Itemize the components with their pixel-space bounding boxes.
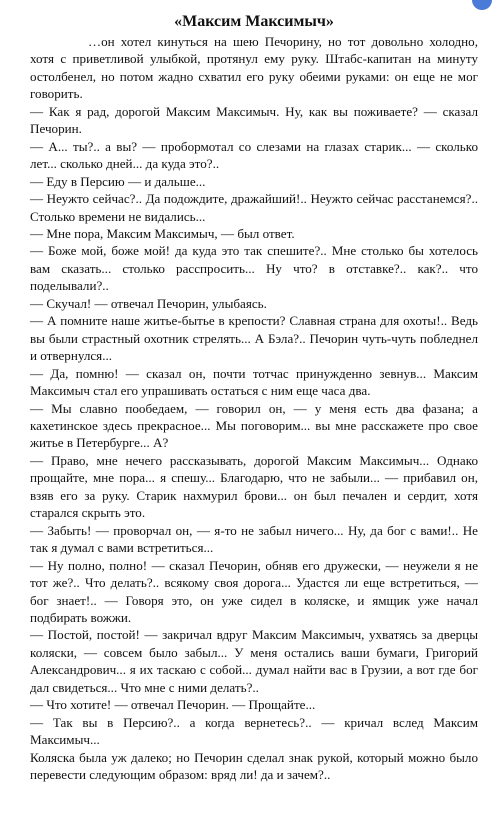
paragraph: — Еду в Персию — и дальше...: [30, 173, 206, 189]
paragraph: — Мне пора, Максим Максимыч, — был ответ.: [30, 225, 295, 241]
paragraph: — Ну полно, полно! — сказал Печорин, обняв его дружески, — неужели я не тот же?.. Что делать?.. всякому своя дорога... Удастся ли еще встретиться, — бог знает!.. — Говоря это, он уже сидел в коляске, и ямщик уже начал подбирать вожжи.: [30, 557, 478, 625]
paragraph: — Да, помню! — сказал он, почти тотчас принужденно зевнув... Максим Максимыч стал его упрашивать остаться с ним еще часа два.: [30, 365, 478, 399]
paragraph: — Что хотите! — отвечал Печорин. — Прощайте...: [30, 697, 316, 713]
paragraph: — Как я рад, дорогой Максим Максимыч. Ну, как вы поживаете? — сказал Печорин.: [30, 103, 478, 137]
paragraph: — Право, мне нечего рассказывать, дорогой Максим Максимыч... Однако прощайте, мне пора... я спешу... Благодарю, что не забыли... — прибавил он, взяв его за руку. Старик нахмурил брови... он был печален и сердит, хотя старался скрыть это.: [30, 452, 478, 521]
paragraph: — Скучал! — отвечал Печорин, улыбаясь.: [30, 295, 267, 311]
paragraph: — Постой, постой! — закричал вдруг Максим Максимыч, ухватясь за дверцы коляски, — совсем было забыл... У меня остались ваши бумаги, Григорий Александрович... я их таскаю с собой... думал найти вас в Грузии, а вот где бог дал свидеться... Что мне с ними делать?..: [30, 627, 478, 695]
paragraph: — Неужто сейчас?.. Да подождите, дражайший!.. Неужто сейчас расстанемся?.. Столько времени не видались...: [30, 191, 478, 224]
paragraph: — Боже мой, боже мой! да куда это так спешите?.. Мне столько бы хотелось вам сказать... столько расспросить... Ну что? в отставке?.. как?.. что поделывали?..: [30, 243, 478, 294]
corner-mark-icon: [472, 0, 492, 10]
paragraph: — Мы славно пообедаем, — говорил он, — у меня есть два фазана; а кахетинское здесь прекрасное... Мы поговорим... вы мне расскажете про свое житье в Петербурге... А?: [30, 400, 478, 451]
paragraph: — Так вы в Персию?.. а когда вернетесь?.. — кричал вслед Максим Максимыч...: [30, 714, 478, 748]
paragraph: — А помните наше житье-бытье в крепости? Славная страна для охоты!.. Ведь вы были страстный охотник стрелять... А Бэла?.. Печорин чуть-чуть побледнел и отвернулся...: [30, 313, 478, 364]
paragraph: Коляска была уж далеко; но Печорин сделал знак рукой, который можно было перевести следующим образом: вряд ли! да и зачем?..: [30, 749, 478, 783]
paragraph: …он хотел кинуться на шею Печорину, но тот довольно холодно, хотя с приветливой улыбкой, протянул ему руку. Штабс-капитан на минуту остолбенел, но потом жадно схватил его руку обеими руками: он еще не мог говорить.: [30, 34, 478, 102]
paragraph: — А... ты?.. а вы? — пробормотал со слезами на глазах старик... — сколько лет... сколько дней... да куда это?..: [30, 138, 478, 172]
paragraph: — Забыть! — проворчал он, — я-то не забыл ничего... Ну, да бог с вами!.. Не так я думал с вами встретиться...: [30, 522, 478, 556]
document-title: «Максим Максимыч»: [174, 13, 334, 30]
document-body: [30, 33, 478, 783]
